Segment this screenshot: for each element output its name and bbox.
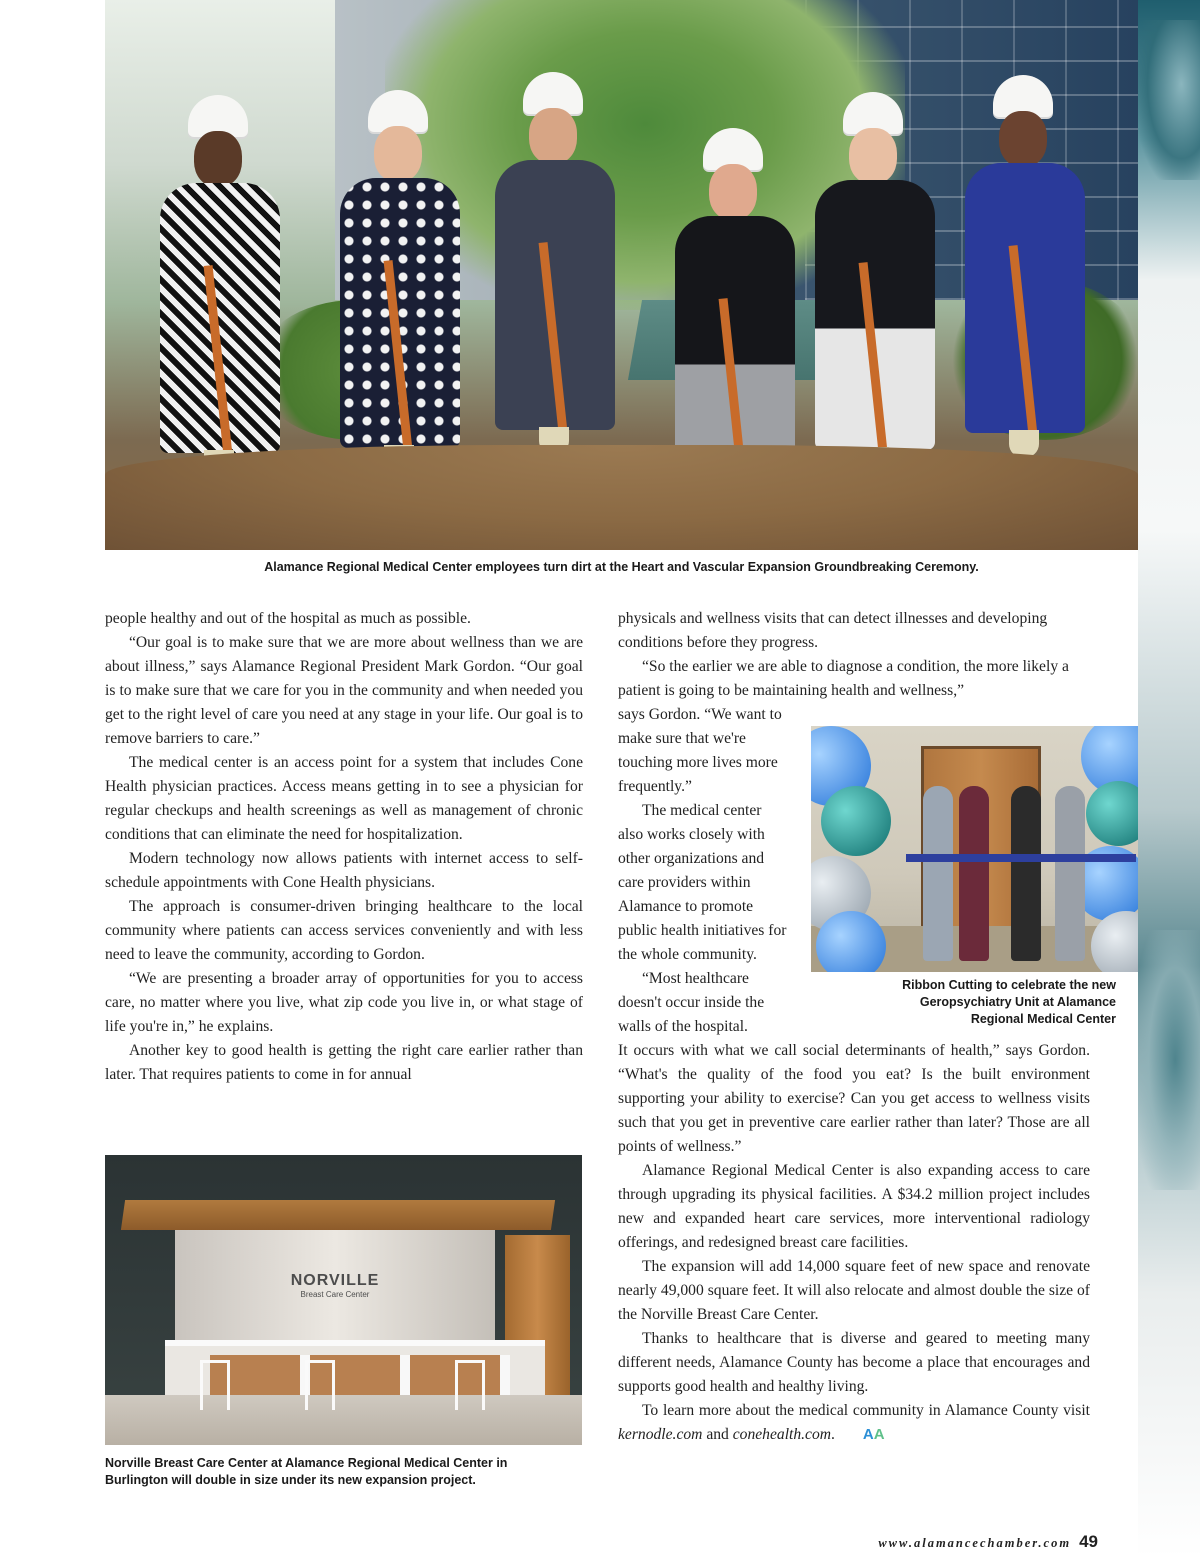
right-top-paragraph: “So the earlier we are able to diagnose a condition, the more likely a patient is going to be maintaining health and wellness,” (618, 658, 1069, 699)
right-top-paragraph: physicals and wellness visits that can detect illnesses and developing conditions before they progress. (618, 610, 1048, 651)
kernodle-link[interactable]: kernodle.com (618, 1426, 703, 1443)
left-column-paragraph: Modern technology now allows patients with internet access to self-schedule appointments with Cone Health physicians. (105, 850, 583, 891)
left-column-paragraph: “Our goal is to make sure that we are more about wellness than we are about illness,” says Alamance Regional President Mark Gordon. “Our goal is to make sure that we care for you in the community and when needed you get to the right level of care you need at any stage in your life. Our goal is to remove barriers to care.” (105, 634, 583, 747)
norville-caption: Norville Breast Care Center at Alamance Regional Medical Center in Burlington will double in size under its new expansion project. (105, 1456, 508, 1487)
closing-paragraph: To learn more about the medical community in Alamance County visit kernodle.com and conehealth.com. AA (618, 1399, 1090, 1447)
right-bottom-paragraph: It occurs with what we call social determinants of health,” says Gordon. “What's the quality of the food you eat? Is the built environment supporting your ability to exercise? Can you get access to wellness visits such that you get in preventive care earlier rather than later? Those are all points of wellness.” (618, 1042, 1090, 1155)
right-narrow-paragraph: “Most healthcare doesn't occur inside the walls of the hospital. (618, 970, 765, 1035)
left-column-paragraph: The medical center is an access point for a system that includes Cone Health physician practices. Access means getting in to see a physician for regular checkups and health screenings as well as management of chronic conditions that can eliminate the need for hospitalization. (105, 754, 583, 843)
groundbreaking-caption: Alamance Regional Medical Center employees turn dirt at the Heart and Vascular Expansion Groundbreaking Ceremony. (264, 560, 979, 574)
article-right-bottom (618, 1039, 1090, 1447)
left-column-paragraph: “We are presenting a broader array of opportunities for you to access care, no matter where you live, what zip code you live in, or what stage of life you're in,” he explains. (105, 970, 583, 1035)
norville-rendering-photo (105, 1155, 582, 1445)
left-column-paragraph: people healthy and out of the hospital as much as possible. (105, 610, 471, 627)
person-6 (955, 75, 1105, 455)
article-left-column (105, 607, 583, 1087)
conehealth-link[interactable]: conehealth.com (732, 1426, 832, 1443)
right-narrow-paragraph: The medical center also works closely with other organizations and care providers within Alamance to promote public health initiatives for the whole community. (618, 802, 787, 963)
right-bottom-paragraph: Alamance Regional Medical Center is also expanding access to care through upgrading its physical facilities. A $34.2 million project includes new and expanded heart care services, more interventional radiology offerings, and redesigned breast care facilities. (618, 1162, 1090, 1251)
article-right-narrow (618, 703, 788, 1039)
ribbon-cutting-photo (811, 726, 1138, 972)
person-3 (485, 72, 635, 452)
left-column-paragraph: The approach is consumer-driven bringing healthcare to the local community where patients can access services conveniently and with less need to leave the community, according to Gordon. (105, 898, 583, 963)
page-footer (800, 1532, 1098, 1552)
norville-sign-subtitle: Breast Care Center (300, 1290, 370, 1299)
norville-sign: NORVILLE (290, 1272, 380, 1289)
page-edge-background (1138, 0, 1200, 1558)
person-5 (805, 92, 945, 472)
right-narrow-paragraph: says Gordon. “We want to make sure that we're touching more lives more frequently.” (618, 706, 782, 795)
end-mark-icon: AA (862, 1426, 885, 1443)
right-bottom-paragraph: Thanks to healthcare that is diverse and geared to meeting many different needs, Alamance County has become a place that encourages and supports good health and healthy living. (618, 1330, 1090, 1395)
left-column-paragraph: Another key to good health is getting the right care earlier rather than later. That requires patients to come in for annual (105, 1042, 583, 1083)
right-bottom-paragraph: The expansion will add 14,000 square feet of new space and renovate nearly 49,000 square feet. It will also relocate and almost double the size of the Norville Breast Care Center. (618, 1258, 1090, 1323)
person-2 (330, 90, 470, 470)
person-1 (150, 95, 290, 475)
footer-url[interactable]: www.alamancechamber.com (878, 1536, 1072, 1550)
article-right-top (618, 607, 1090, 703)
ribbon-cutting-caption: Ribbon Cutting to celebrate the new Geropsychiatry Unit at Alamance Regional Medical Center (902, 978, 1116, 1026)
page-number: 49 (1079, 1532, 1098, 1551)
groundbreaking-photo (105, 0, 1138, 550)
